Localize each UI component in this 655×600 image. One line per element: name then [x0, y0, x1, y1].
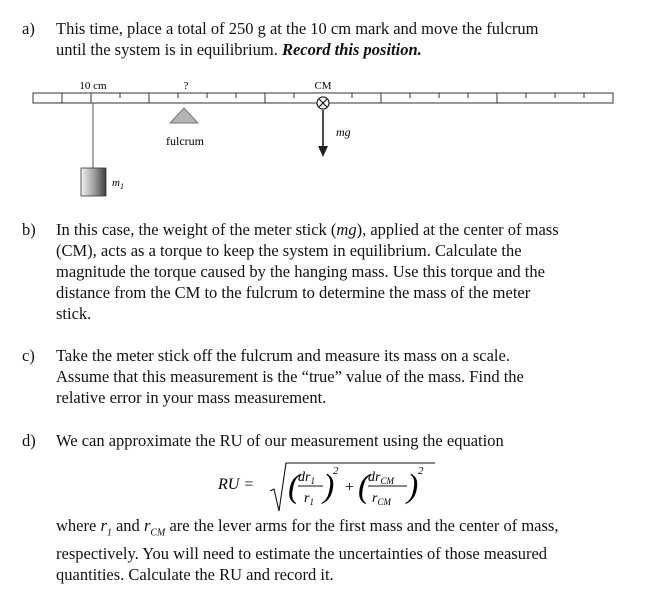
label-10cm: 10 cm [79, 80, 107, 92]
record-instruction: Record this position. [281, 40, 422, 59]
eq-r1: $r_1$ [304, 491, 314, 507]
eq-plus: + [344, 479, 355, 496]
question-d-line4: quantities. Calculate the RU and record it. [56, 565, 334, 585]
eq-paren-close-2: ) [407, 468, 419, 505]
eq-exp-1: 2 [333, 465, 339, 477]
question-a-line2 [56, 39, 636, 60]
meter-stick-diagram [0, 70, 655, 205]
question-d-line3: respectively. You will need to estimate the uncertainties of those measured [56, 544, 548, 564]
eq-rcm: $r_{CM}$ [372, 491, 391, 507]
label-fulcrum: fulcrum [166, 134, 204, 148]
question-b-line3: magnitude the torque caused by the hanging mass. Use this torque and the [56, 262, 545, 281]
eq-drcm: $dr_{CM}$ [368, 470, 394, 486]
question-b-line4: distance from the CM to the fulcrum to determine the mass of the meter [56, 283, 531, 302]
question-b-line5: stick. [56, 304, 92, 323]
label-cm: CM [314, 80, 332, 92]
question-b-text [56, 219, 634, 324]
question-d-line1: We can approximate the RU of our measurement using the equation [56, 431, 504, 450]
fulcrum-triangle [170, 108, 198, 123]
center-of-mass-marker [317, 97, 329, 109]
question-a-label: a) [22, 19, 35, 38]
question-a-line1: This time, place a total of 250 g at the 10 cm mark and move the fulcrum [56, 19, 539, 38]
eq-dr1: $dr_1$ [298, 470, 315, 486]
question-b-label: b) [22, 220, 36, 239]
question-c-line3: relative error in your mass measurement. [56, 388, 327, 407]
eq-paren-close-1: ) [323, 468, 335, 505]
question-c-label: c) [22, 346, 35, 365]
hanging-mass [81, 168, 106, 196]
question-d-text [56, 430, 634, 451]
eq-paren-open-2: ( [358, 468, 370, 505]
question-c-line2: Assume that this measurement is the “true” value of the mass. Find the [56, 367, 524, 386]
question-d-label: d) [22, 431, 36, 450]
question-c-line1: Take the meter stick off the fulcrum and measure its mass on a scale. [56, 346, 510, 365]
label-mg: mg [336, 125, 351, 139]
ru-equation [210, 459, 440, 515]
label-m1: $m_1$ [112, 177, 124, 191]
question-b-line1: In this case, the weight of the meter stick (mg), applied at the center of mass [56, 220, 559, 239]
question-c-text [56, 345, 634, 408]
eq-paren-open-1: ( [288, 468, 300, 505]
question-b-line2: (CM), acts as a torque to keep the system in equilibrium. Calculate the [56, 241, 522, 260]
question-d-continued [56, 515, 634, 585]
eq-exp-2: 2 [418, 465, 424, 477]
question-a-line2-plain: until the system is in equilibrium. [56, 40, 282, 59]
question-a-text [56, 18, 636, 60]
eq-lhs: RU = [218, 476, 255, 493]
label-question: ? [183, 80, 189, 92]
question-d-line2: where $r_1$ and $r_{CM}$ are the lever arms for the first mass and the center of mass, [56, 516, 559, 539]
weight-arrow [318, 110, 328, 157]
